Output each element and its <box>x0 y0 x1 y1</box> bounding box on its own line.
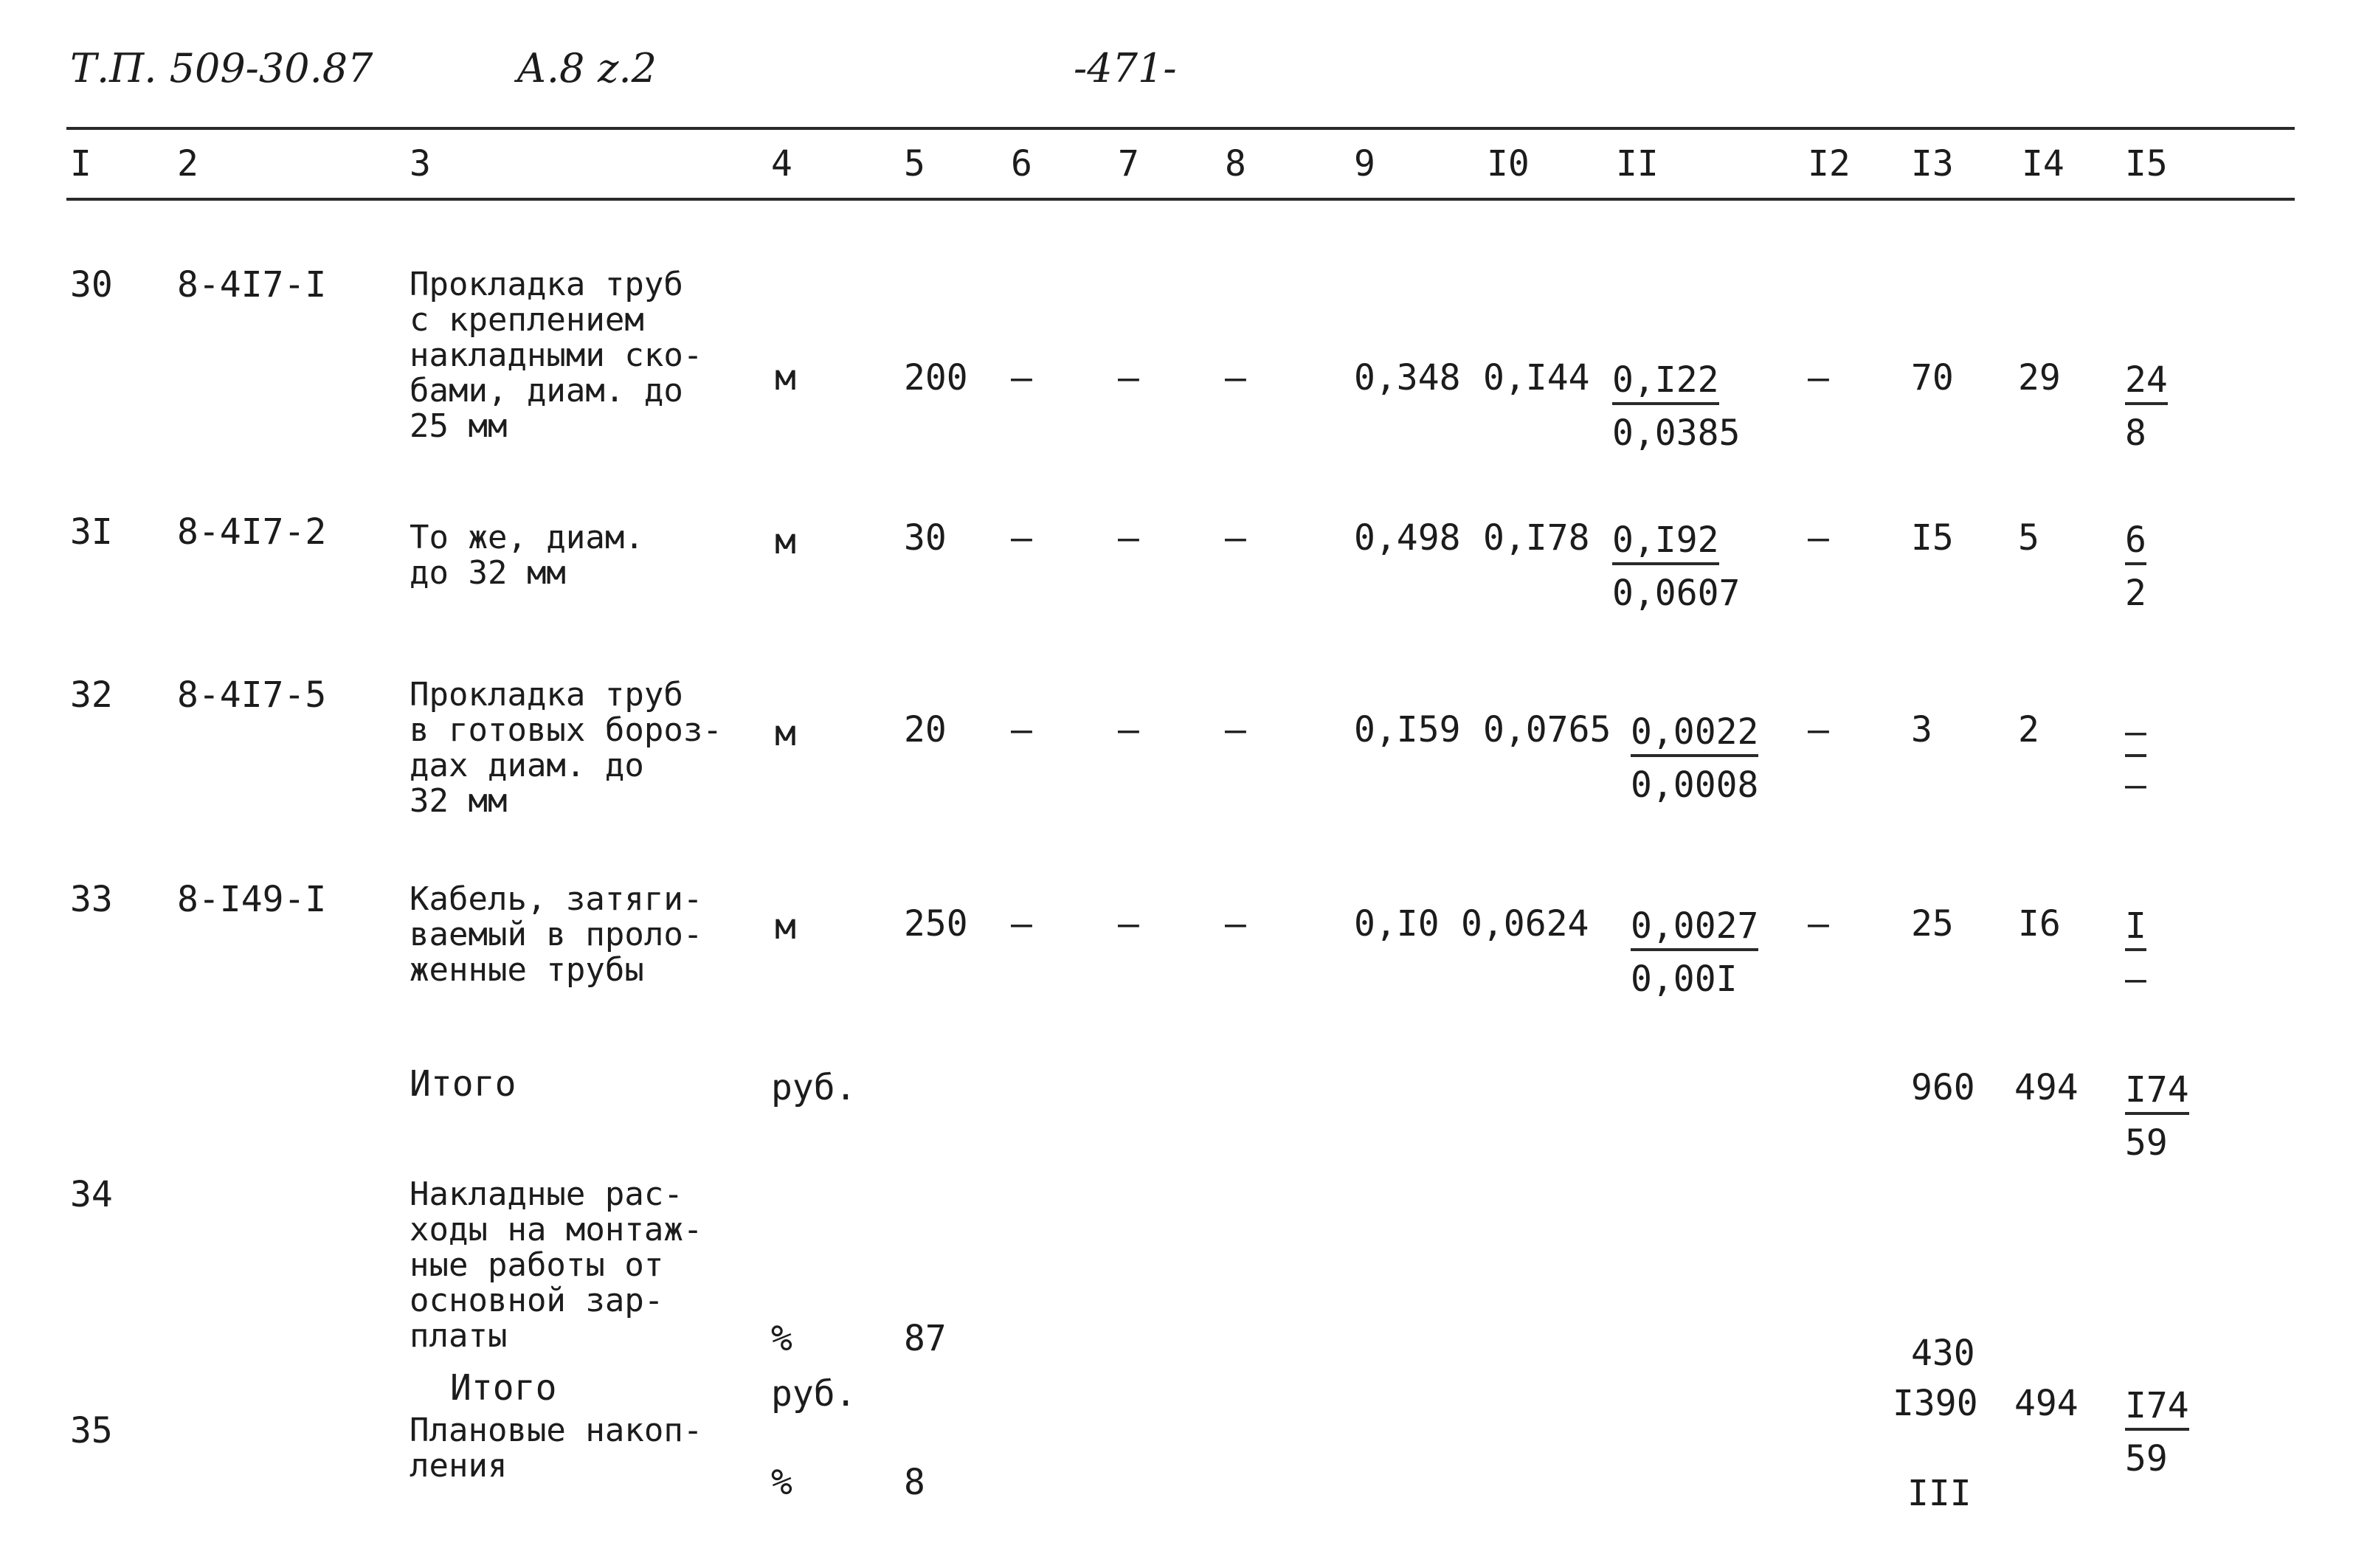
col-11-fraction <box>1612 519 1741 614</box>
col-8-value: – <box>1225 903 1246 944</box>
project-code: Т.П. 509-30.87 <box>70 45 373 91</box>
column-header: II <box>1616 143 1659 184</box>
col-15-fraction <box>2125 1069 2189 1164</box>
column-header: I <box>70 143 91 184</box>
fraction-denominator: 8 <box>2125 412 2146 454</box>
col-11-fraction <box>1612 359 1741 454</box>
norm-code: 8-4I7-I <box>177 264 327 305</box>
page-number: -471- <box>1074 45 1177 91</box>
column-header: 3 <box>410 143 431 184</box>
fraction-numerator: 0,0027 <box>1631 908 1758 951</box>
col-15-fraction <box>2125 1386 2189 1477</box>
total-label: Итого <box>450 1367 557 1409</box>
col-11-fraction <box>1631 711 1759 806</box>
col-8-value: – <box>1225 709 1246 750</box>
col-14-value: 494 <box>2014 1383 2079 1424</box>
col-14-value: 494 <box>2014 1067 2079 1108</box>
norm-code: 8-I49-I <box>177 879 327 920</box>
column-header: 6 <box>1011 143 1032 184</box>
col-6-value: – <box>1011 517 1032 559</box>
col-6-value: – <box>1011 903 1032 944</box>
row-number: 32 <box>70 674 113 716</box>
total-unit: руб. <box>771 1373 857 1415</box>
fraction-denominator: 0,00I <box>1631 959 1738 1000</box>
column-header: 9 <box>1354 143 1375 184</box>
fraction-denominator: 2 <box>2125 573 2146 614</box>
col-13-value: 3 <box>1911 709 1932 750</box>
col-7-value: – <box>1118 903 1139 944</box>
quantity: 30 <box>904 517 947 559</box>
col-8-value: – <box>1225 517 1246 559</box>
fraction-denominator: 0,0008 <box>1631 764 1759 806</box>
col-9-value: 0,348 <box>1354 357 1461 398</box>
col-13-value: I390 <box>1893 1383 1978 1424</box>
unit: м <box>775 357 796 398</box>
work-description: Кабель, затяги- ваемый в проло- женные трубы <box>410 880 703 989</box>
subtotal-label: Итого <box>410 1063 516 1105</box>
quantity: 200 <box>904 357 968 398</box>
fraction-numerator: 6 <box>2125 522 2146 565</box>
column-header: 4 <box>771 143 792 184</box>
col-12-value: – <box>1808 709 1829 750</box>
fraction-numerator: 0,0022 <box>1631 714 1758 757</box>
col-7-value: – <box>1118 517 1139 559</box>
row-number: 34 <box>70 1174 113 1215</box>
col-14-value: 2 <box>2018 709 2039 750</box>
column-header: I2 <box>1808 143 1851 184</box>
col-6-value: – <box>1011 709 1032 750</box>
col-9-value: 0,I59 <box>1354 709 1461 750</box>
work-description: То же, диам. до 32 мм <box>410 519 644 592</box>
fraction-numerator: I <box>2125 908 2146 951</box>
fraction-numerator: 24 <box>2125 362 2168 405</box>
col-6-value: – <box>1011 357 1032 398</box>
header-top-rule <box>66 127 2295 130</box>
col-13-value: 960 <box>1911 1067 1975 1108</box>
fraction-denominator: 59 <box>2125 1438 2168 1479</box>
norm-code: 8-4I7-5 <box>177 674 327 716</box>
fraction-denominator: 0,0385 <box>1612 412 1741 454</box>
quantity: 8 <box>904 1462 925 1503</box>
col-12-value: – <box>1808 357 1829 398</box>
column-header: 2 <box>177 143 198 184</box>
work-description: Прокладка труб в готовых бороз- дах диам. до 32 мм <box>410 676 722 820</box>
col-14-value: I6 <box>2018 903 2061 944</box>
unit: % <box>771 1318 792 1359</box>
fraction-numerator: I74 <box>2125 1072 2189 1115</box>
fraction-denominator: – <box>2125 764 2146 806</box>
work-description: Прокладка труб с креплением накладными ско- бами, диам. до 25 мм <box>410 266 703 445</box>
col-8-value: – <box>1225 357 1246 398</box>
unit: м <box>775 906 796 947</box>
fraction-numerator: I74 <box>2125 1388 2189 1431</box>
col-9-value: 0,498 <box>1354 517 1461 559</box>
column-header: I4 <box>2022 143 2065 184</box>
unit: м <box>775 521 796 562</box>
row-number: 30 <box>70 264 113 305</box>
col-14-value: 29 <box>2018 357 2061 398</box>
album-part: z.2 <box>598 45 657 91</box>
col-13-value: 25 <box>1911 903 1954 944</box>
row-number: 33 <box>70 879 113 920</box>
col-13-value: 430 <box>1911 1333 1975 1374</box>
col-15-fraction <box>2125 905 2146 1000</box>
fraction-denominator: – <box>2125 959 2146 1000</box>
col-10-value: 0,I44 <box>1483 357 1590 398</box>
col-9-value: 0,I0 <box>1354 903 1440 944</box>
header-bottom-rule <box>66 198 2295 201</box>
col-12-value: – <box>1808 903 1829 944</box>
col-10-value: 0,0765 <box>1483 709 1611 750</box>
column-header: 5 <box>904 143 925 184</box>
album-code: А.8 <box>516 45 585 91</box>
norm-code: 8-4I7-2 <box>177 511 327 553</box>
quantity: 250 <box>904 903 968 944</box>
unit: % <box>771 1462 792 1503</box>
column-header: 8 <box>1225 143 1246 184</box>
fraction-numerator: 0,I92 <box>1612 522 1719 565</box>
column-header: 7 <box>1118 143 1139 184</box>
work-description: Накладные рас- ходы на монтаж- ные работы от основной зар- платы <box>410 1175 703 1355</box>
column-header: I0 <box>1487 143 1530 184</box>
unit: м <box>775 713 796 754</box>
col-15-fraction <box>2125 519 2146 614</box>
row-number: 35 <box>70 1410 113 1451</box>
work-description: Плановые накоп- ления <box>410 1412 703 1485</box>
row-number: 3I <box>70 511 113 553</box>
col-13-value: I5 <box>1911 517 1954 559</box>
col-12-value: – <box>1808 517 1829 559</box>
fraction-denominator: 0,0607 <box>1612 573 1741 614</box>
column-header: I5 <box>2125 143 2168 184</box>
fraction-numerator: – <box>2125 714 2146 757</box>
fraction-denominator: 59 <box>2125 1122 2168 1164</box>
col-15-fraction <box>2125 711 2146 806</box>
col-11-fraction <box>1631 905 1759 1000</box>
quantity: 87 <box>904 1318 947 1359</box>
col-10-value: 0,0624 <box>1461 903 1589 944</box>
col-10-value: 0,I78 <box>1483 517 1590 559</box>
col-15-fraction <box>2125 359 2168 454</box>
fraction-numerator: 0,I22 <box>1612 362 1719 405</box>
col-14-value: 5 <box>2018 517 2039 559</box>
quantity: 20 <box>904 709 947 750</box>
col-7-value: – <box>1118 709 1139 750</box>
subtotal-unit: руб. <box>771 1067 857 1108</box>
col-13-value: 70 <box>1911 357 1954 398</box>
col-7-value: – <box>1118 357 1139 398</box>
column-header: I3 <box>1911 143 1954 184</box>
col-13-value: III <box>1907 1473 1972 1514</box>
